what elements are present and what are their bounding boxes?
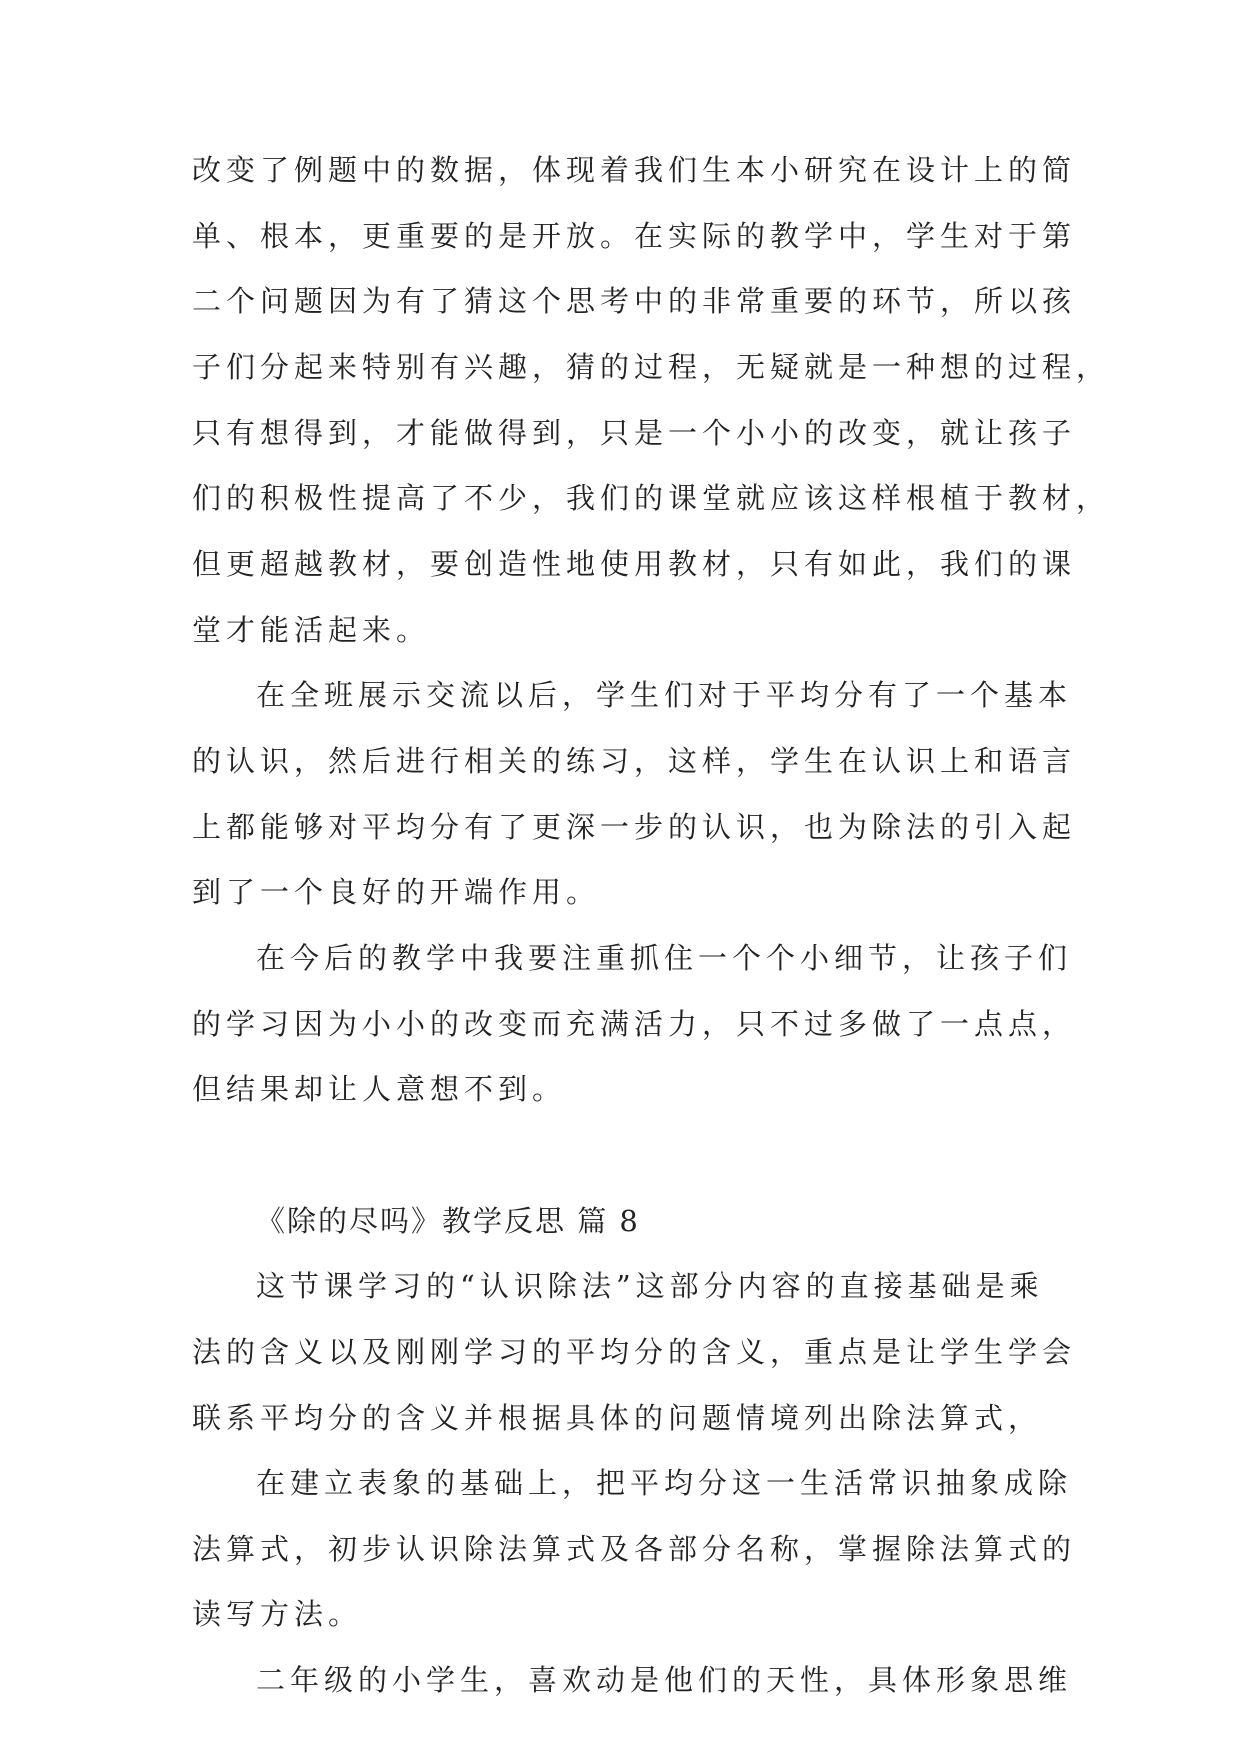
text-line: 的学习因为小小的改变而充满活力，只不过多做了一点点， <box>192 1007 1077 1041</box>
section-title: 《除的尽吗》教学反思 篇 8 <box>256 1204 640 1238</box>
text-line: 读写方法。 <box>192 1597 363 1631</box>
text-line: 二个问题因为有了猜这个思考中的非常重要的环节，所以孩 <box>192 284 1077 318</box>
text-line: 在建立表象的基础上，把平均分这一生活常识抽象成除 <box>256 1466 1073 1500</box>
text-line: 但更超越教材，要创造性地使用教材，只有如此，我们的课 <box>192 547 1077 581</box>
text-line: 堂才能活起来。 <box>192 613 431 647</box>
text-line: 的认识，然后进行相关的练习，这样，学生在认识上和语言 <box>192 744 1077 778</box>
text-line: 上都能够对平均分有了更深一步的认识，也为除法的引入起 <box>192 810 1077 844</box>
text-line: 但结果却让人意想不到。 <box>192 1072 567 1106</box>
text-line: 联系平均分的含义并根据具体的问题情境列出除法算式， <box>192 1401 1043 1435</box>
text-line: 在全班展示交流以后，学生们对于平均分有了一个基本 <box>256 678 1073 712</box>
text-line: 法的含义以及刚刚学习的平均分的含义，重点是让学生学会 <box>192 1335 1077 1369</box>
text-line: 改变了例题中的数据，体现着我们生本小研究在设计上的简 <box>192 153 1077 187</box>
text-line: 在今后的教学中我要注重抓住一个个小细节，让孩子们 <box>256 941 1073 975</box>
text-line: 单、根本，更重要的是开放。在实际的教学中，学生对于第 <box>192 219 1077 253</box>
text-line: 子们分起来特别有兴趣，猜的过程，无疑就是一种想的过程， <box>192 350 1111 384</box>
text-line: 这节课学习的“认识除法”这部分内容的直接基础是乘 <box>256 1269 1044 1303</box>
text-line: 二年级的小学生，喜欢动是他们的天性，具体形象思维 <box>256 1663 1073 1697</box>
text-line: 法算式，初步认识除法算式及各部分名称，掌握除法算式的 <box>192 1532 1077 1566</box>
text-line: 们的积极性提高了不少，我们的课堂就应该这样根植于教材， <box>192 481 1111 515</box>
text-line: 只有想得到，才能做得到，只是一个小小的改变，就让孩子 <box>192 416 1077 450</box>
text-line: 到了一个良好的开端作用。 <box>192 875 601 909</box>
